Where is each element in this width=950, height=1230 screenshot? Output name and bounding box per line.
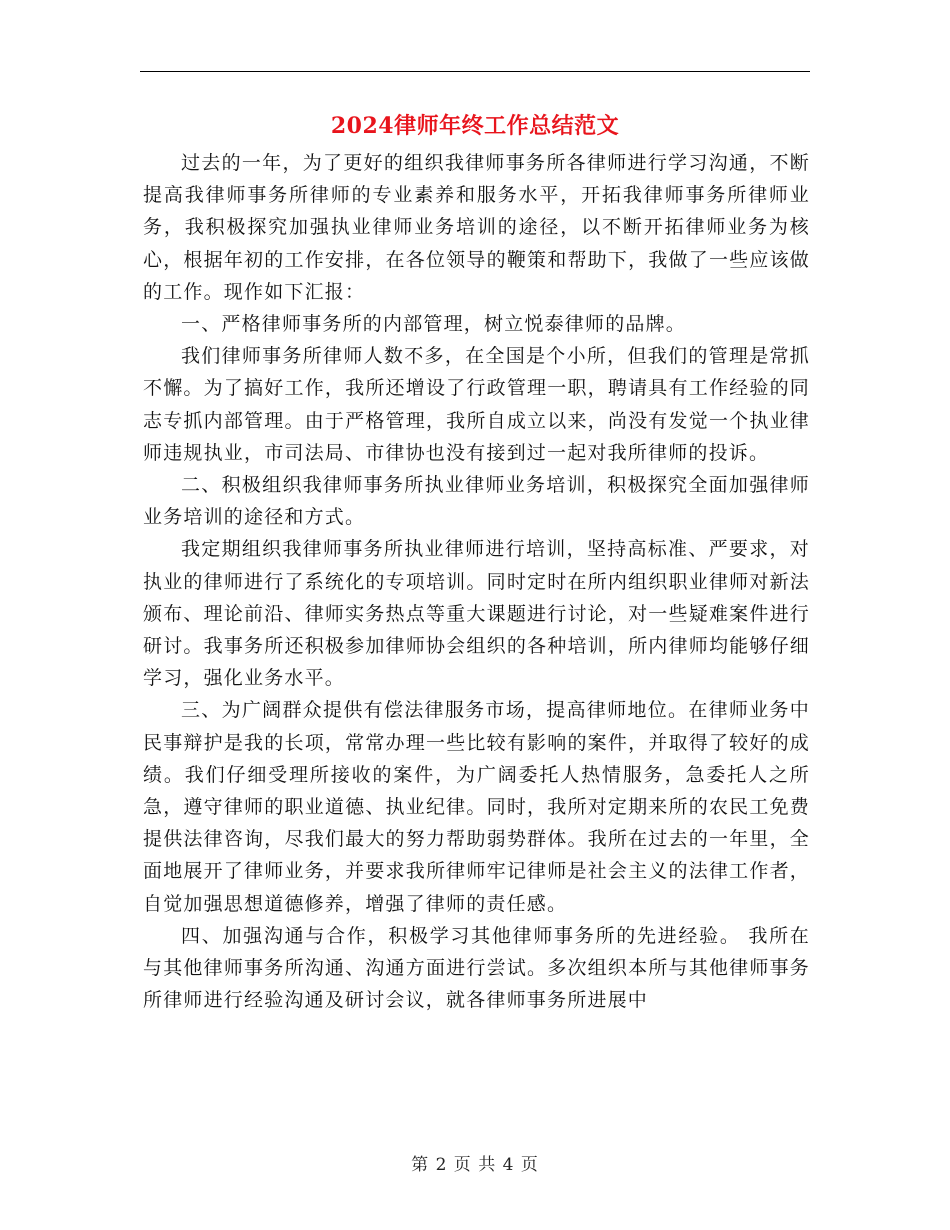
footer-current-page: 2 [435,1155,448,1175]
footer-mid: 页 共 [453,1155,497,1175]
header-rule [140,71,810,72]
section-heading-2: 二、积极组织我律师事务所执业律师业务培训，积极探究全面加强律师业务培训的途径和方式。 [143,474,810,529]
body-paragraph-2: 我定期组织我律师事务所执业律师进行培训，坚持高标准、严要求，对执业的律师进行了系统化的专项培训。同时定时在所内组织职业律师对新法颁布、理论前沿、律师实务热点等重大课题进行讨论，对一些疑难案件进行研讨。我事务所还积极参加律师协会组织的各种培训，所内律师均能够仔细学习，强化业务水平。 [143,538,810,690]
section-3-paragraph: 三、为广阔群众提供有偿法律服务市场，提高律师地位。在律师业务中民事辩护是我的长项，常常办理一些比较有影响的案件，并取得了较好的成绩。我们仔细受理所接收的案件，为广阔委托人热情服务，急委托人之所急，遵守律师的职业道德、执业纪律。同时，我所对定期来所的农民工免费提供法律咨询，尽我们最大的努力帮助弱势群体。我所在过去的一年里，全面地展开了律师业务，并要求我所律师牢记律师是社会主义的法律工作者，自觉加强思想道德修养，增强了律师的责任感。 [143,699,810,915]
document-body [143,147,810,1016]
document-title: 2024律师年终工作总结范文 [330,113,620,139]
page-footer [140,1153,810,1177]
footer-prefix: 第 [411,1155,430,1175]
body-paragraph-intro: 过去的一年，为了更好的组织我律师事务所各律师进行学习沟通，不断提高我律师事务所律师的专业素养和服务水平，开拓我律师事务所律师业务，我积极探究加强执业律师业务培训的途径，以不断开拓律师业务为核心，根据年初的工作安排，在各位领导的鞭策和帮助下，我做了一些应该做的工作。现作如下汇报： [143,152,810,303]
section-heading-1: 一、严格律师事务所的内部管理，树立悦泰律师的品牌。 [181,313,687,336]
footer-suffix: 页 [520,1155,539,1175]
footer-total-pages: 4 [502,1155,515,1175]
body-paragraph-1: 我们律师事务所律师人数不多，在全国是个小所，但我们的管理是常抓不懈。为了搞好工作，我所还增设了行政管理一职，聘请具有工作经验的同志专抓内部管理。由于严格管理，我所自成立以来，尚没有发觉一个执业律师违规执业，市司法局、市律协也没有接到过一起对我所律师的投诉。 [143,345,810,464]
section-4-paragraph: 四、加强沟通与合作，积极学习其他律师事务所的先进经验。 我所在与其他律师事务所沟通、沟通方面进行尝试。多次组织本所与其他律师事务所律师进行经验沟通及研讨会议，就各律师事务所进展中 [143,924,810,1012]
